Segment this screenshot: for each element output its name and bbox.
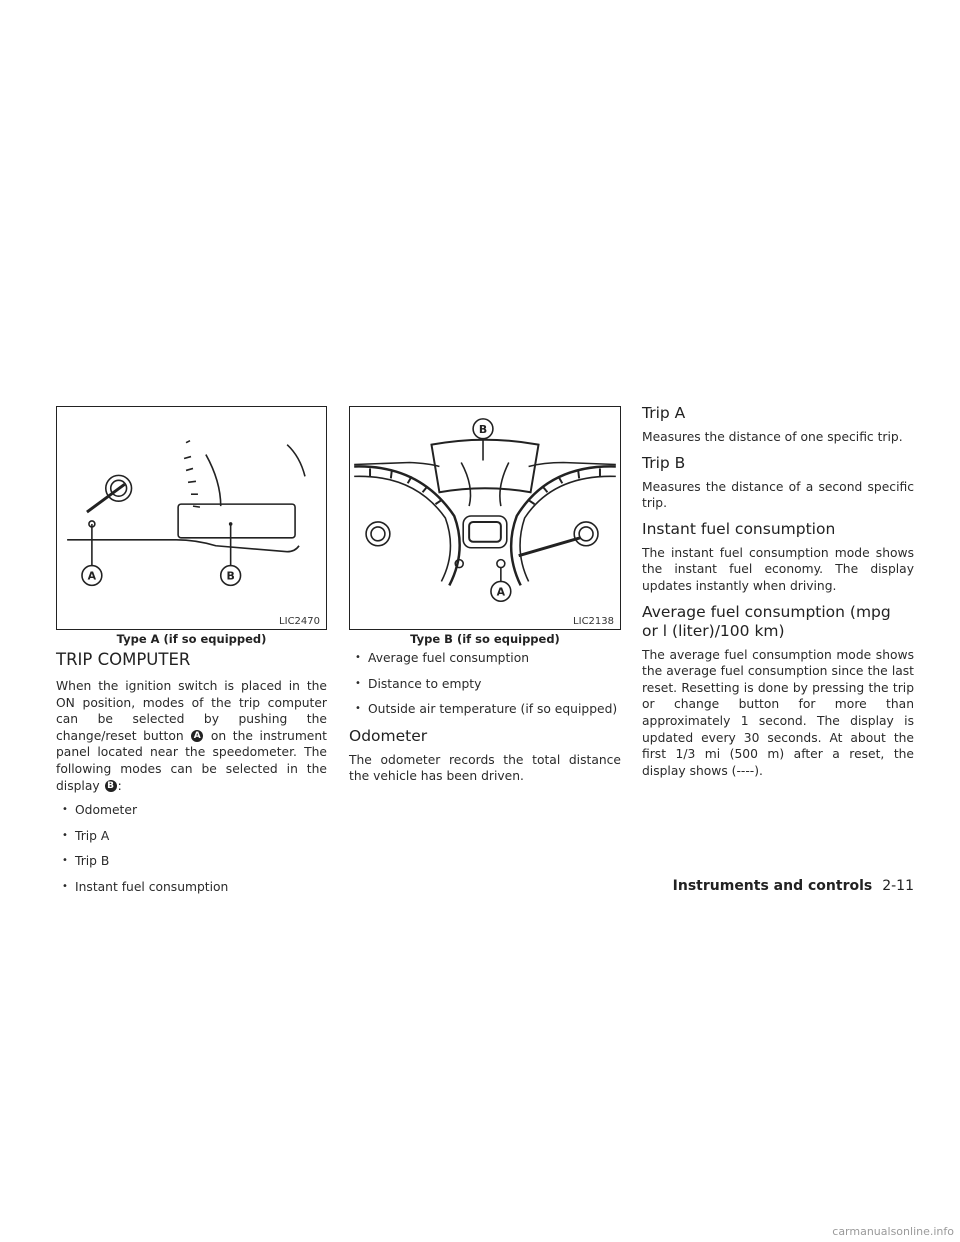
subheading-trip-b: Trip B [642,453,686,472]
trip-b-paragraph: Measures the distance of a second specific trip. [642,479,914,511]
badge-b-icon: B [105,780,117,792]
callout-b-label: B [226,569,235,583]
list-item: • Outside air temperature (if so equipped) [349,701,621,718]
figure-type-b [349,406,621,630]
paragraph-text: When the ignition switch is placed in the ON position, modes of the trip computer can be selected by pushing the change/reset button [56,679,327,743]
trip-computer-paragraph [56,678,327,794]
callout-b-label: B [478,422,488,436]
average-fuel-paragraph: The average fuel consumption mode shows the average fuel consumption since the last reset. Resetting is done by pressing the trip or change button for more than approximately 1 second. The display is updated every 30 seconds. At about the first 1/3 mi (500 m) after a reset, the display shows (----). [642,647,914,778]
list-item: • Odometer [56,802,327,819]
trip-a-paragraph: Measures the distance of one specific trip. [642,430,903,444]
heading-line: Average fuel consumption (mpg [642,602,891,621]
footer-section-title: Instruments and controls [672,878,873,894]
figure-code: LIC2138 [573,616,614,627]
callout-a-label: A [496,585,506,599]
figure-b-caption: Type B (if so equipped) [410,632,560,646]
mode-list-continued [349,650,621,718]
column-3 [642,404,914,787]
watermark: carmanualsonline.info [832,1225,954,1238]
instrument-cluster-type-b-illustration [350,407,620,629]
mode-list [56,802,327,895]
list-item: • Trip B [56,853,327,870]
page-number: 2-11 [882,878,914,894]
paragraph-text: on the instrument panel located near the speedometer. The following modes can be selected in the display [56,728,327,793]
paragraph-text: : [117,778,122,793]
instrument-cluster-type-a-illustration [57,407,326,629]
odometer-paragraph: The odometer records the total distance the vehicle has been driven. [349,752,621,784]
subheading-instant-fuel: Instant fuel consumption [642,519,836,538]
callout-a-label: A [87,569,97,583]
list-item: • Trip A [56,828,327,845]
subheading-average-fuel [642,603,914,641]
instant-fuel-paragraph: The instant fuel consumption mode shows the instant fuel economy. The display updates instantly when driving. [642,545,914,593]
column-2 [349,650,621,793]
column-1 [56,650,327,905]
heading-line: or l (liter)/100 km) [642,621,785,640]
figure-a-caption: Type A (if so equipped) [116,632,267,646]
subheading-odometer: Odometer [349,726,428,745]
figure-type-a [56,406,327,630]
badge-a-icon: A [191,730,203,742]
list-item: • Instant fuel consumption [56,879,327,896]
page-footer [673,878,914,894]
subheading-trip-a: Trip A [642,404,686,422]
list-item: • Average fuel consumption [349,650,621,667]
figure-code: LIC2470 [279,616,320,627]
list-item: • Distance to empty [349,676,621,693]
section-heading-trip-computer: TRIP COMPUTER [56,650,191,669]
